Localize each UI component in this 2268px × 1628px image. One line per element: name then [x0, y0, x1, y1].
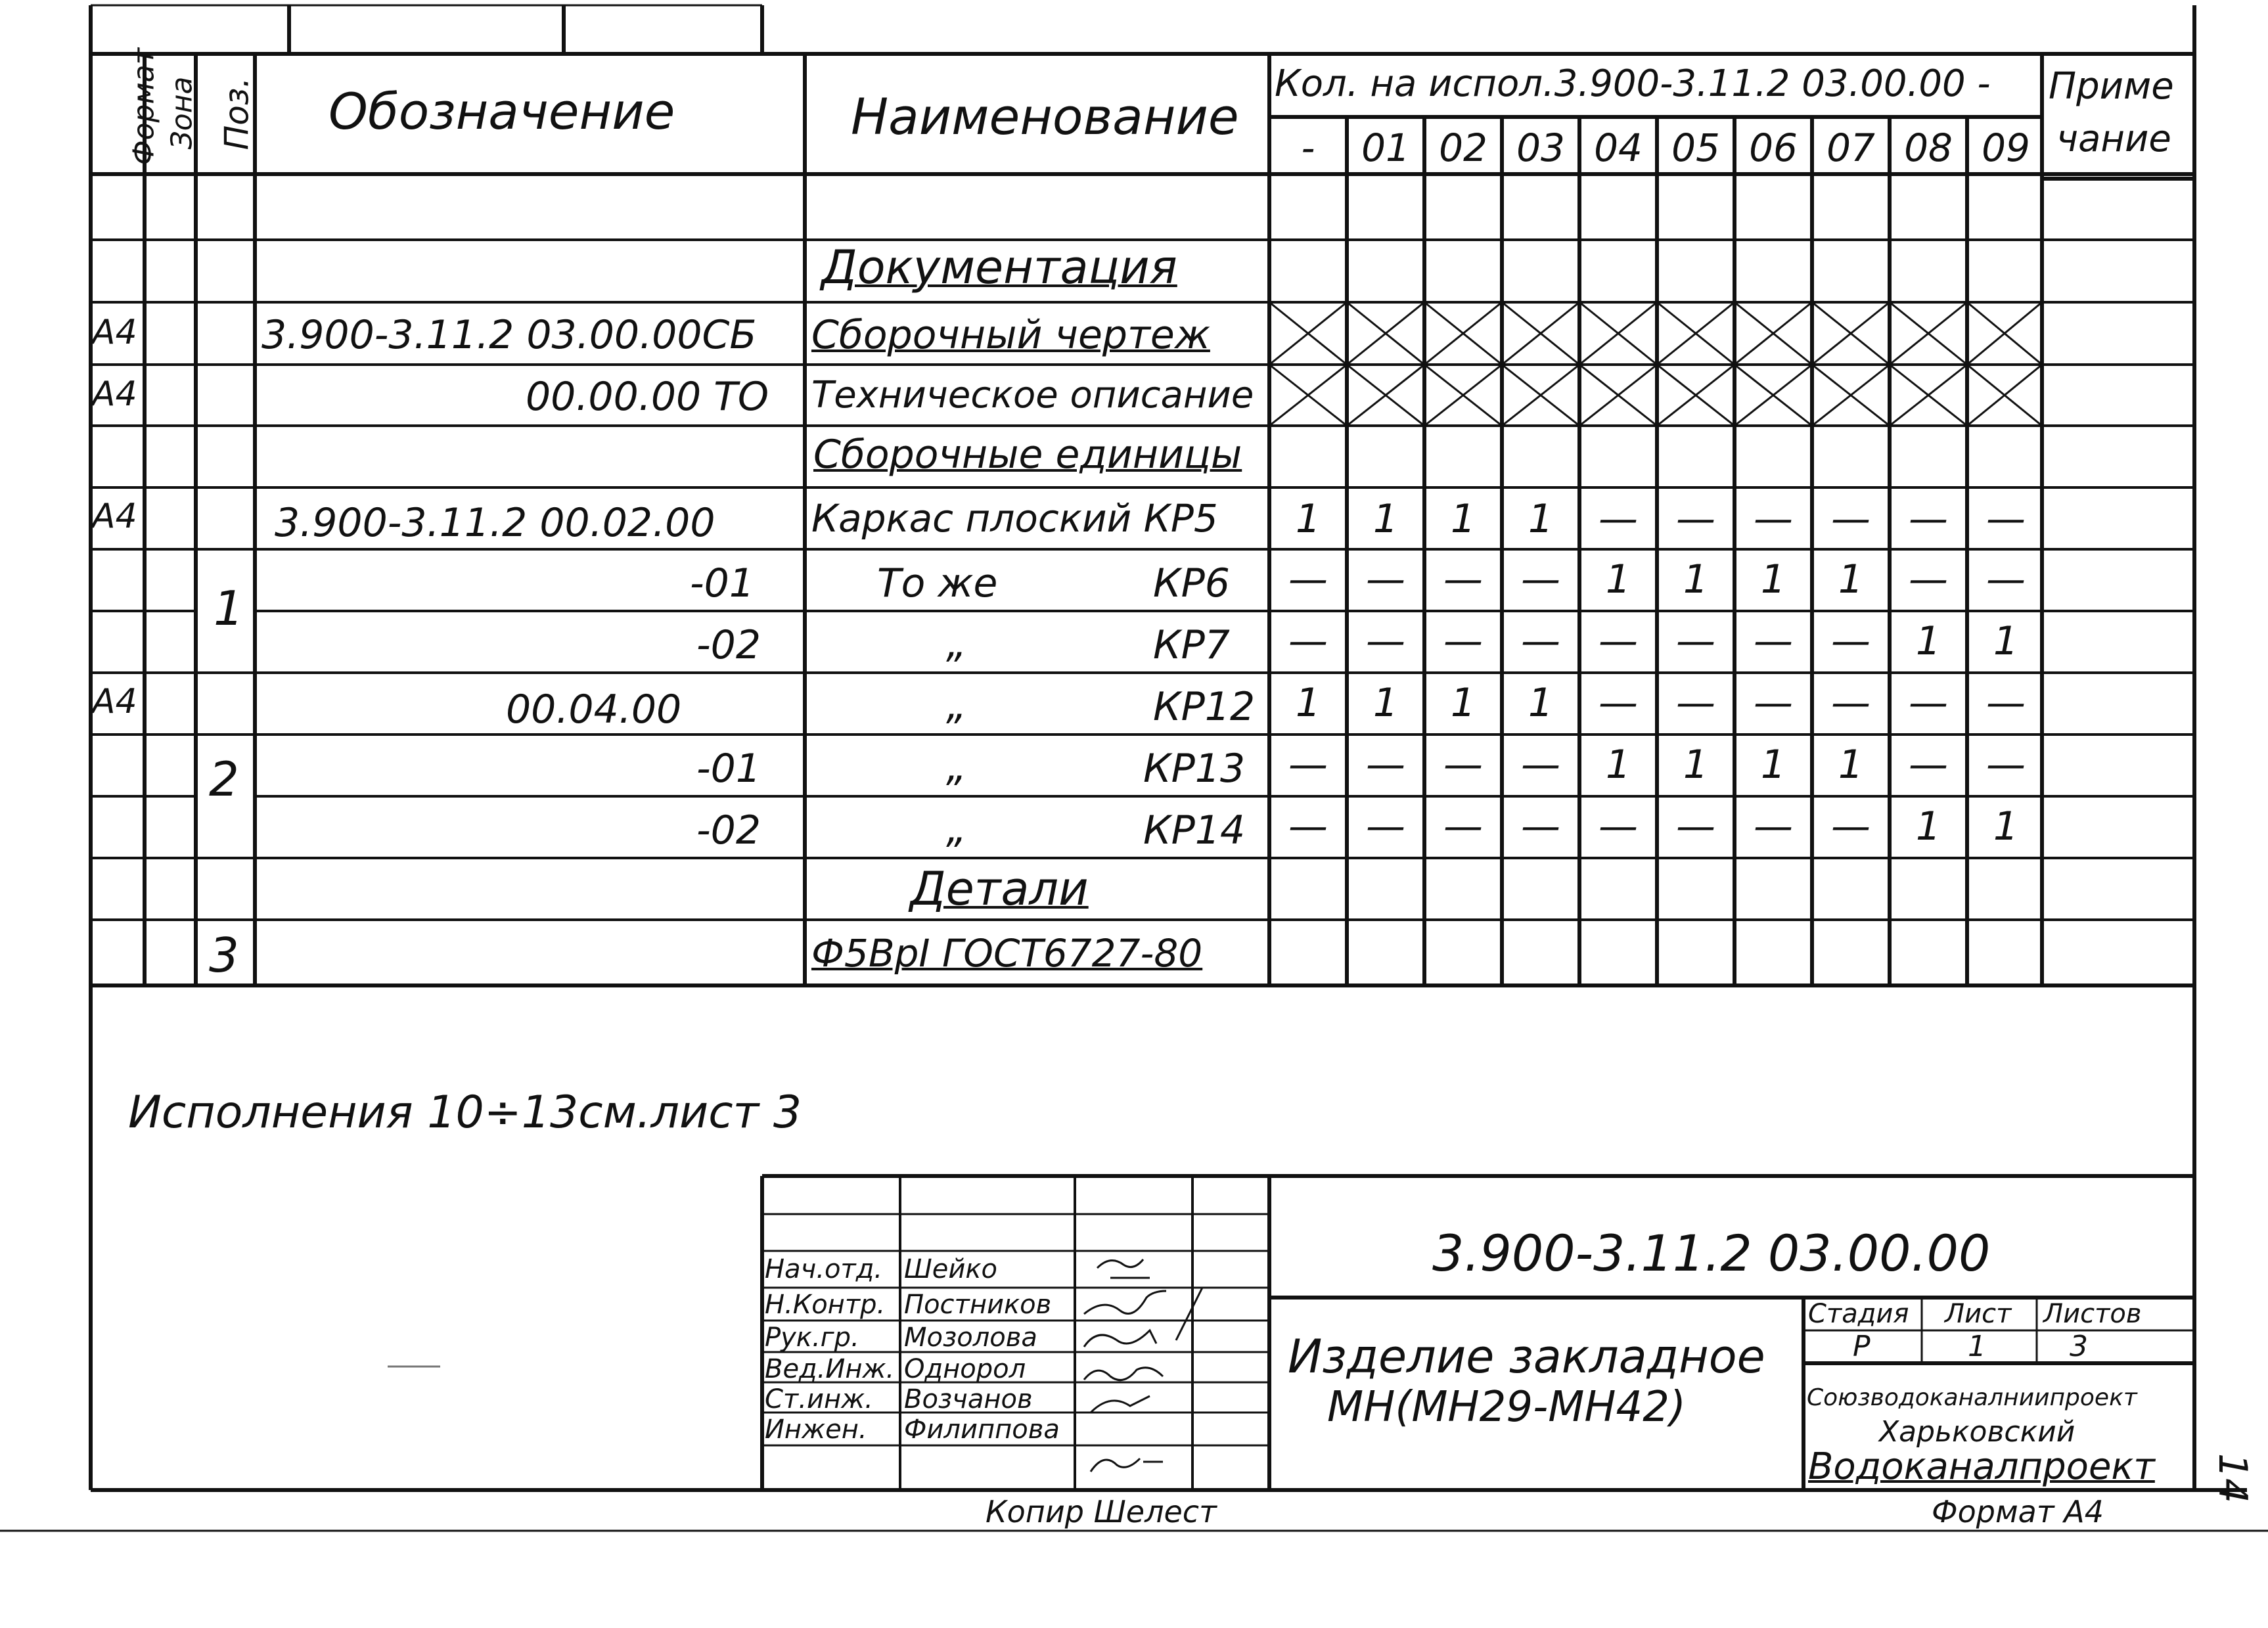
- row2-format: A4: [92, 374, 137, 414]
- row9-name: Ф5ВрI ГОСТ6727-80: [811, 931, 1203, 976]
- col-designation-header: Обозначение: [329, 82, 675, 141]
- qty-cell: —: [1676, 803, 1715, 849]
- staff-name: Мозолова: [904, 1323, 1037, 1353]
- qty-cell: —: [1676, 496, 1715, 542]
- col-format-header: Формат: [127, 47, 161, 166]
- qty-cell: —: [1754, 618, 1793, 664]
- org-line-2: Харьковский: [1879, 1415, 2075, 1449]
- qty-cell: —: [1521, 803, 1560, 849]
- qty-cell: —: [1831, 680, 1871, 726]
- qty-cell: —: [1831, 496, 1871, 542]
- qty-version-6: 05: [1671, 125, 1720, 170]
- format-label: Формат А4: [1932, 1494, 2104, 1529]
- section-assembly-units: Сборочные единицы: [813, 432, 1242, 478]
- document-code: 3.900-3.11.2 03.00.00: [1432, 1224, 1991, 1282]
- section-documentation: Документация: [821, 240, 1177, 294]
- staff-role: Вед.Инж.: [765, 1354, 895, 1384]
- qty-version-7: 06: [1749, 125, 1798, 170]
- row3-format: A4: [92, 497, 137, 536]
- product-name-2: МН(МН29-МН42): [1327, 1383, 1686, 1432]
- staff-name: Постников: [904, 1290, 1052, 1320]
- qty-cell: 1: [1915, 618, 1941, 664]
- position-3: 3: [209, 928, 239, 983]
- qty-cell: —: [1443, 556, 1483, 602]
- qty-cell: 1: [1372, 496, 1399, 542]
- qty-cell: —: [1288, 742, 1328, 788]
- staff-name: Возчанов: [904, 1384, 1033, 1414]
- org-line-3: Водоканалпроект: [1808, 1445, 2155, 1488]
- qty-cell: —: [1909, 680, 1948, 726]
- qty-cell: —: [1831, 803, 1871, 849]
- qty-cell: —: [1366, 556, 1405, 602]
- qty-cell: —: [1443, 742, 1483, 788]
- qty-cell: 1: [1683, 742, 1709, 788]
- qty-version-3: 02: [1439, 125, 1487, 170]
- row3-name: Каркас плоский КР5: [811, 496, 1218, 541]
- row2-name: Техническое описание: [811, 374, 1254, 417]
- row2-designation: 00.00.00 ТО: [526, 374, 769, 420]
- qty-cell: —: [1599, 496, 1638, 542]
- qty-cell: 1: [1372, 680, 1399, 726]
- row4-name: То же: [877, 560, 998, 606]
- col-zone-header: Зона: [165, 76, 199, 150]
- signatures: [1084, 1259, 1202, 1472]
- qty-cell: —: [1909, 556, 1948, 602]
- qty-cell: 1: [1838, 556, 1864, 602]
- position-2: 2: [209, 752, 239, 807]
- row7-mark: КР13: [1143, 746, 1246, 792]
- org-line-1: Союзводоканалниипроект: [1807, 1384, 2137, 1411]
- row1-format: A4: [92, 313, 137, 352]
- qty-cell: —: [1599, 618, 1638, 664]
- qty-cell: —: [1288, 618, 1328, 664]
- row8-mark: КР14: [1143, 807, 1246, 853]
- qty-cell: —: [1443, 618, 1483, 664]
- staff-role: Нач.отд.: [765, 1254, 883, 1284]
- qty-cell: —: [1366, 803, 1405, 849]
- qty-cell: 1: [1683, 556, 1709, 602]
- stage-label: Стадия: [1808, 1299, 1909, 1329]
- qty-cell: —: [1986, 556, 2026, 602]
- qty-cell: —: [1521, 618, 1560, 664]
- section-details: Детали: [910, 862, 1089, 916]
- staff-name: Шейко: [904, 1254, 998, 1284]
- row5-designation: -02: [696, 622, 761, 668]
- qty-cell: 1: [1993, 803, 2019, 849]
- qty-cell: —: [1676, 618, 1715, 664]
- row6-mark: КР12: [1153, 684, 1256, 730]
- qty-cell: —: [1909, 496, 1948, 542]
- qty-cell: —: [1599, 803, 1638, 849]
- staff-role: Ст.инж.: [765, 1384, 873, 1414]
- qty-version-10: 09: [1982, 125, 2030, 170]
- row1-name: Сборочный чертеж: [811, 312, 1210, 358]
- qty-cell: —: [1754, 680, 1793, 726]
- qty-cell: —: [1986, 742, 2026, 788]
- col-pos-header: Поз.: [217, 77, 256, 150]
- staff-role: Рук.гр.: [765, 1323, 859, 1353]
- qty-cell: —: [1831, 618, 1871, 664]
- qty-cell: 1: [1295, 496, 1321, 542]
- sheet-label: Лист: [1945, 1299, 2012, 1329]
- staff-name: Однорол: [904, 1354, 1026, 1384]
- row3-designation: 3.900-3.11.2 00.02.00: [275, 500, 715, 546]
- qty-cell: —: [1754, 803, 1793, 849]
- row6-name: „: [946, 683, 967, 729]
- product-name-1: Изделие закладное: [1288, 1330, 1765, 1384]
- qty-version-9: 08: [1904, 125, 1953, 170]
- row7-name: „: [946, 744, 967, 790]
- row4-designation: -01: [690, 560, 754, 606]
- qty-cell: —: [1986, 680, 2026, 726]
- qty-cell: —: [1909, 742, 1948, 788]
- sheets-label: Листов: [2043, 1299, 2142, 1329]
- col-qty-header: Кол. на испол.3.900-3.11.2 03.00.00 -: [1275, 62, 1991, 105]
- qty-cell: 1: [1605, 556, 1631, 602]
- qty-cell: 1: [1915, 803, 1941, 849]
- qty-cell: 1: [1528, 496, 1554, 542]
- row7-designation: -01: [696, 746, 761, 792]
- qty-cell: —: [1599, 680, 1638, 726]
- qty-cell: —: [1288, 803, 1328, 849]
- row8-designation: -02: [696, 807, 761, 853]
- col-name-header: Наименование: [851, 87, 1239, 146]
- staff-role: Н.Контр.: [765, 1290, 886, 1320]
- row8-name: „: [946, 806, 967, 852]
- position-1: 1: [214, 581, 244, 636]
- col-note-header-1: Приме: [2049, 65, 2174, 108]
- qty-version-2: 01: [1361, 125, 1410, 170]
- page-number: 14: [2210, 1453, 2256, 1504]
- qty-cell: 1: [1528, 680, 1554, 726]
- col-note-header-2: чание: [2056, 118, 2171, 160]
- sheets-value: 3: [2070, 1330, 2088, 1363]
- qty-cell: 1: [1838, 742, 1864, 788]
- qty-cell: —: [1366, 618, 1405, 664]
- qty-cell: —: [1443, 803, 1483, 849]
- row5-name: „: [946, 621, 967, 667]
- qty-version-1: -: [1301, 125, 1315, 170]
- qty-version-5: 04: [1594, 125, 1643, 170]
- versions-note: Исполнения 10÷13см.лист 3: [128, 1087, 802, 1139]
- row5-mark: КР7: [1153, 622, 1230, 668]
- qty-version-4: 03: [1516, 125, 1565, 170]
- qty-version-8: 07: [1826, 125, 1875, 170]
- qty-cell: —: [1986, 496, 2026, 542]
- qty-cell: 1: [1450, 496, 1476, 542]
- qty-cell: 1: [1760, 742, 1786, 788]
- qty-cell: —: [1521, 742, 1560, 788]
- staff-role: Инжен.: [765, 1414, 867, 1445]
- qty-cell: —: [1754, 496, 1793, 542]
- row4-mark: КР6: [1153, 560, 1230, 606]
- qty-cell: 1: [1993, 618, 2019, 664]
- stage-value: Р: [1853, 1330, 1871, 1363]
- row6-format: A4: [92, 682, 137, 721]
- staff-name: Филиппова: [904, 1414, 1060, 1445]
- row6-designation: 00.04.00: [506, 687, 682, 733]
- qty-cell: 1: [1605, 742, 1631, 788]
- copied-by: Копир Шелест: [986, 1494, 1217, 1529]
- qty-cell: —: [1521, 556, 1560, 602]
- row1-designation: 3.900-3.11.2 03.00.00СБ: [261, 312, 757, 358]
- qty-cell: —: [1366, 742, 1405, 788]
- qty-cell: 1: [1450, 680, 1476, 726]
- qty-cell: 1: [1760, 556, 1786, 602]
- qty-cell: —: [1288, 556, 1328, 602]
- sheet-value: 1: [1968, 1330, 1986, 1363]
- qty-cell: —: [1676, 680, 1715, 726]
- qty-cell: 1: [1295, 680, 1321, 726]
